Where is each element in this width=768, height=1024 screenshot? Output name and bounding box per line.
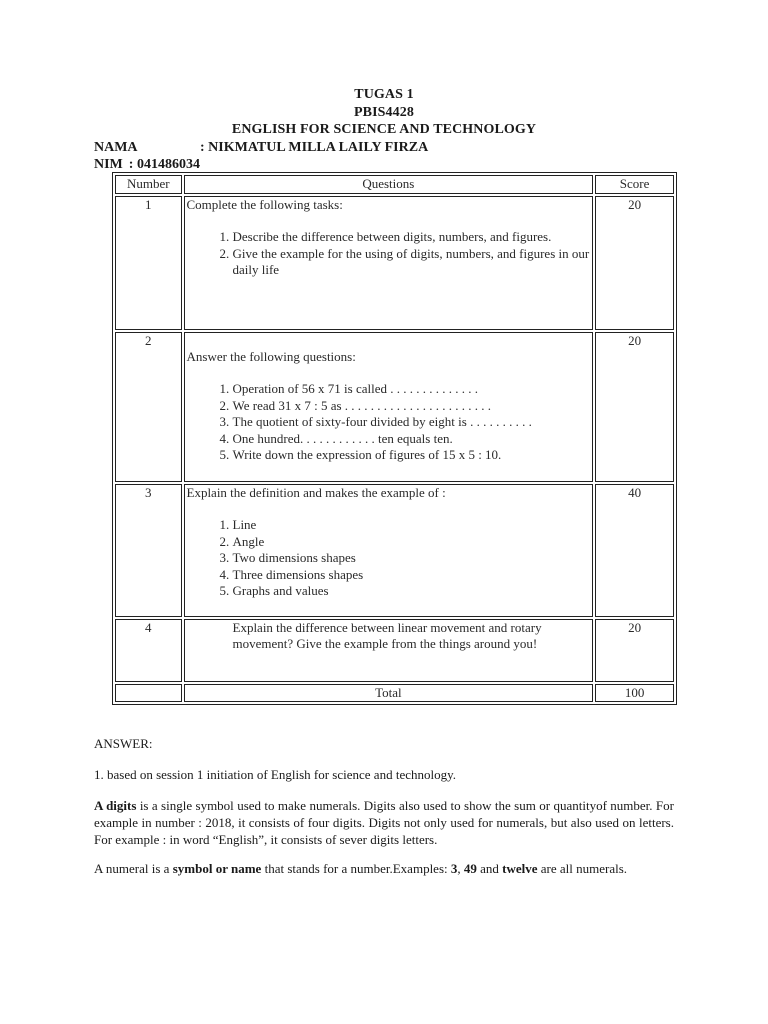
list-item: 5. Graphs and values <box>233 583 591 600</box>
student-nim-row <box>94 156 674 174</box>
numeral-text-c: that stands for a number.Examples: <box>261 861 451 876</box>
nim-label: NIM <box>94 157 123 172</box>
row-number: 1 <box>115 196 182 330</box>
row-score: 20 <box>595 619 674 682</box>
nim-value: : 041486034 <box>128 157 200 172</box>
example-twelve: twelve <box>502 861 538 876</box>
col-header-questions: Questions <box>184 175 594 194</box>
list-item: 2. Angle <box>233 534 591 551</box>
list-item: 2. We read 31 x 7 : 5 as . . . . . . . . . . . . . . . . . . . . . . . <box>233 398 591 415</box>
name-label: NAMA <box>94 139 138 155</box>
row-score: 20 <box>595 196 674 330</box>
answer-paragraph-digits <box>94 797 674 848</box>
list-item: 1. Operation of 56 x 71 is called . . . . . . . . . . . . . . <box>233 381 591 398</box>
question-list <box>187 517 591 600</box>
table-row <box>115 196 674 330</box>
name-value: : NIKMATUL MILLA LAILY FIRZA <box>200 139 429 155</box>
table-total-row <box>115 684 674 703</box>
document-header <box>94 86 674 174</box>
example-49: 49 <box>463 861 477 876</box>
answer-item-1: 1. based on session 1 initiation of English for science and technology. <box>94 767 457 782</box>
numeral-term: symbol or name <box>172 861 262 876</box>
question-list <box>187 381 591 464</box>
course-code: PBIS4428 <box>354 104 414 120</box>
course-subject: ENGLISH FOR SCIENCE AND TECHNOLOGY <box>231 122 537 137</box>
list-item: 5. Write down the expression of figures of 15 x 5 : 10. <box>233 447 591 464</box>
numeral-text-g: and <box>476 861 503 876</box>
answer-paragraph-numeral <box>94 859 674 879</box>
numeral-text-e: , <box>457 861 464 876</box>
question-intro: Explain the definition and makes the example of : <box>186 484 446 500</box>
list-item: 1. Line <box>233 517 591 534</box>
row-question <box>184 196 594 330</box>
table-header-row <box>115 175 674 194</box>
answer-heading: ANSWER: <box>94 736 153 751</box>
total-empty-cell <box>115 684 182 703</box>
col-header-score: Score <box>595 175 674 194</box>
list-item: 3. The quotient of sixty-four divided by eight is . . . . . . . . . . <box>233 414 591 431</box>
row-question <box>184 332 594 482</box>
total-label: Total <box>184 684 594 703</box>
list-item: 4. Three dimensions shapes <box>233 567 591 584</box>
row-number: 4 <box>115 619 182 682</box>
row-score: 40 <box>595 484 674 617</box>
row-score: 20 <box>595 332 674 482</box>
row-question <box>184 619 594 682</box>
student-name-row <box>94 139 674 157</box>
numeral-text-a: A numeral is a <box>94 861 173 876</box>
table-row <box>115 332 674 482</box>
numeral-text-i: are all numerals. <box>537 861 628 876</box>
answer-section <box>94 735 674 879</box>
assignment-title: TUGAS 1 <box>354 87 414 102</box>
digits-definition: is a single symbol used to make numerals. Digits also used to show the sum or quantityof number. For example in number : 2018, it consists of four digits. Digits not only used for numerals, but also used on letters. For example : in word “English”, it consists of sever digits letters. <box>94 798 674 847</box>
row-number: 3 <box>115 484 182 617</box>
table-row <box>115 619 674 682</box>
table-row <box>115 484 674 617</box>
question-intro: Answer the following questions: <box>186 348 356 364</box>
questions-table <box>112 172 677 705</box>
list-item: 3. Two dimensions shapes <box>233 550 591 567</box>
question-text: Explain the difference between linear movement and rotary movement? Give the example from the things around you! <box>232 619 542 651</box>
example-3: 3 <box>450 861 458 876</box>
question-list <box>187 229 591 279</box>
col-header-number: Number <box>115 175 182 194</box>
question-intro: Complete the following tasks: <box>186 196 343 212</box>
list-item: 4. One hundred. . . . . . . . . . . . ten equals ten. <box>233 431 591 448</box>
total-value: 100 <box>595 684 674 703</box>
row-question <box>184 484 594 617</box>
list-item: 2. Give the example for the using of digits, numbers, and figures in our daily life <box>233 246 591 279</box>
row-number: 2 <box>115 332 182 482</box>
term-digits: A digits <box>94 798 137 813</box>
list-item: 1. Describe the difference between digits, numbers, and figures. <box>233 229 591 246</box>
